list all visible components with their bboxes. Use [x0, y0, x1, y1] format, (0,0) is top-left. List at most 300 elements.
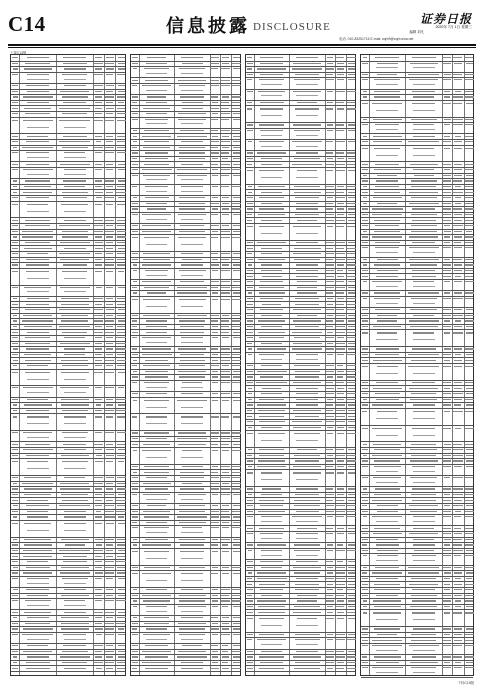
- cell-text: [454, 404, 461, 405]
- cell-text: [453, 494, 462, 495]
- cell-text: [233, 141, 239, 142]
- cell-text: [222, 96, 229, 97]
- cell-text: [295, 371, 320, 372]
- cell-text: [453, 411, 462, 412]
- cell-text: [212, 606, 218, 607]
- cell-text: [12, 231, 18, 232]
- cell-text: [375, 186, 399, 187]
- cell-text: [132, 169, 137, 170]
- cell-text: [178, 237, 206, 238]
- cell-text: [26, 304, 49, 305]
- cell-text: [106, 399, 113, 400]
- cell-text: [348, 270, 356, 271]
- cell-text: [327, 589, 333, 590]
- cell-text: [455, 428, 462, 429]
- cell-text: [117, 483, 124, 484]
- cell-text: [211, 85, 219, 86]
- cell-text: [258, 410, 286, 411]
- cell-text: [95, 248, 103, 249]
- cell-text: [411, 298, 437, 299]
- cell-text: [410, 164, 438, 165]
- cell-text: [144, 237, 169, 238]
- cell-text: [444, 320, 451, 321]
- cell-text: [12, 578, 19, 579]
- cell-text: [233, 119, 240, 120]
- cell-text: [296, 135, 317, 136]
- table-row: [11, 458, 125, 476]
- cell-text: [105, 264, 114, 265]
- cell-text: [363, 298, 368, 299]
- cell-text: [247, 500, 253, 501]
- cell-text: [248, 393, 253, 394]
- cell-text: [336, 578, 345, 579]
- cell-text: [95, 617, 103, 618]
- cell-text: [453, 393, 463, 394]
- cell-text: [408, 74, 439, 75]
- cell-text: [347, 248, 356, 249]
- cell-text: [64, 220, 86, 221]
- cell-text: [12, 561, 19, 562]
- cell-text: [376, 560, 398, 561]
- cell-text: [12, 372, 17, 373]
- cell-text: [363, 259, 368, 260]
- cell-text: [293, 63, 321, 64]
- cell-text: [443, 298, 452, 299]
- cell-text: [374, 96, 400, 97]
- cell-text: [222, 628, 230, 629]
- cell-text: [412, 428, 435, 429]
- cell-text: [26, 505, 49, 506]
- cell-text: [222, 400, 228, 401]
- cell-text: [337, 208, 344, 209]
- cell-text: [336, 141, 345, 142]
- cell-text: [221, 141, 230, 142]
- cell-text: [413, 560, 435, 561]
- cell-text: [117, 477, 126, 478]
- cell-text: [362, 460, 368, 461]
- cell-text: [118, 461, 124, 462]
- cell-text: [294, 248, 321, 249]
- cell-text: [376, 252, 398, 253]
- cell-text: [261, 479, 282, 480]
- cell-text: [25, 623, 49, 624]
- cell-text: [247, 421, 253, 422]
- cell-text: [64, 174, 86, 175]
- cell-text: [247, 472, 252, 473]
- cell-text: [296, 488, 318, 489]
- cell-text: [375, 309, 400, 310]
- cell-text: [95, 387, 103, 388]
- cell-text: [132, 623, 138, 624]
- cell-text: [362, 667, 368, 668]
- cell-text: [327, 427, 333, 428]
- cell-text: [12, 651, 18, 652]
- cell-text: [348, 192, 356, 193]
- cell-text: [443, 79, 451, 80]
- cell-text: [233, 292, 239, 293]
- cell-text: [221, 326, 229, 327]
- cell-text: [211, 214, 218, 215]
- cell-text: [465, 315, 474, 316]
- cell-text: [336, 253, 345, 254]
- cell-text: [374, 264, 400, 265]
- cell-text: [444, 388, 450, 389]
- cell-text: [466, 628, 473, 629]
- cell-text: [143, 600, 171, 601]
- cell-text: [259, 141, 285, 142]
- cell-text: [181, 580, 202, 581]
- cell-text: [221, 371, 230, 372]
- cell-text: [465, 270, 473, 271]
- cell-text: [27, 102, 49, 103]
- cell-text: [233, 645, 239, 646]
- cell-text: [144, 68, 170, 69]
- cell-text: [443, 247, 451, 248]
- table-row: [246, 615, 355, 633]
- cell-text: [259, 124, 285, 125]
- cell-text: [12, 461, 17, 462]
- cell-text: [247, 668, 253, 669]
- table-row: [361, 609, 473, 627]
- cell-text: [211, 96, 218, 97]
- cell-text: [106, 617, 113, 618]
- cell-text: [443, 555, 450, 556]
- cell-text: [63, 197, 87, 198]
- cell-text: [375, 354, 399, 355]
- cell-text: [221, 108, 229, 109]
- cell-text: [454, 164, 462, 165]
- cell-text: [180, 360, 205, 361]
- cell-text: [12, 113, 19, 114]
- cell-text: [326, 460, 333, 461]
- cell-text: [454, 270, 461, 271]
- cell-text: [326, 320, 333, 321]
- cell-text: [296, 399, 317, 400]
- cell-text: [117, 544, 125, 545]
- cell-text: [348, 472, 354, 473]
- cell-text: [247, 376, 253, 377]
- cell-text: [259, 449, 284, 450]
- cell-text: [348, 242, 355, 243]
- cell-text: [212, 197, 218, 198]
- cell-text: [362, 411, 367, 412]
- cell-text: [95, 253, 102, 254]
- cell-text: [261, 427, 283, 428]
- cell-text: [178, 651, 206, 652]
- cell-text: [179, 539, 205, 540]
- cell-text: [444, 236, 450, 237]
- cell-text: [142, 348, 170, 349]
- cell-text: [181, 342, 202, 343]
- cell-text: [411, 634, 436, 635]
- cell-text: [26, 348, 49, 349]
- cell-text: [362, 103, 368, 104]
- cell-text: [413, 339, 435, 340]
- cell-text: [117, 147, 125, 148]
- cell-text: [362, 236, 367, 237]
- cell-text: [61, 539, 89, 540]
- cell-text: [413, 169, 434, 170]
- cell-text: [455, 354, 462, 355]
- cell-text: [336, 304, 344, 305]
- cell-text: [453, 298, 463, 299]
- cell-text: [413, 96, 434, 97]
- cell-text: [248, 348, 253, 349]
- cell-text: [294, 186, 320, 187]
- cell-text: [64, 416, 86, 417]
- cell-text: [454, 169, 462, 170]
- cell-text: [13, 186, 17, 187]
- cell-text: [142, 281, 172, 282]
- cell-text: [222, 668, 229, 669]
- cell-text: [118, 197, 125, 198]
- cell-text: [247, 152, 253, 153]
- cell-text: [261, 315, 282, 316]
- cell-text: [444, 292, 450, 293]
- cell-text: [247, 108, 252, 109]
- cell-text: [296, 651, 318, 652]
- cell-text: [144, 141, 169, 142]
- cell-text: [454, 382, 462, 383]
- cell-text: [326, 270, 334, 271]
- cell-text: [132, 466, 137, 467]
- cell-text: [348, 595, 355, 596]
- cell-text: [60, 259, 89, 260]
- cell-text: [464, 96, 474, 97]
- cell-text: [132, 354, 138, 355]
- cell-text: [261, 625, 282, 626]
- cell-text: [117, 539, 124, 540]
- cell-text: [374, 466, 401, 467]
- cell-text: [24, 354, 50, 355]
- cell-text: [413, 303, 435, 304]
- cell-text: [296, 276, 319, 277]
- cell-text: [294, 500, 320, 501]
- cell-text: [247, 656, 253, 657]
- cell-text: [60, 572, 90, 573]
- cell-text: [297, 220, 317, 221]
- cell-text: [95, 68, 102, 69]
- cell-text: [27, 578, 49, 579]
- cell-text: [295, 74, 318, 75]
- cell-text: [211, 287, 218, 288]
- cell-text: [59, 326, 90, 327]
- cell-text: [260, 108, 283, 109]
- cell-text: [453, 57, 462, 58]
- cell-text: [326, 393, 334, 394]
- cell-text: [178, 444, 206, 445]
- cell-text: [443, 667, 451, 668]
- cell-text: [64, 248, 86, 249]
- cell-text: [347, 656, 355, 657]
- cell-text: [363, 567, 367, 568]
- cell-text: [326, 108, 333, 109]
- cell-text: [466, 63, 473, 64]
- cell-text: [62, 96, 88, 97]
- cell-text: [336, 170, 345, 171]
- cell-text: [106, 102, 113, 103]
- cell-text: [146, 628, 166, 629]
- cell-text: [337, 494, 344, 495]
- cell-text: [444, 539, 451, 540]
- cell-text: [27, 157, 49, 158]
- cell-text: [94, 231, 103, 232]
- cell-text: [293, 567, 320, 568]
- cell-text: [212, 259, 218, 260]
- cell-text: [12, 595, 17, 596]
- cell-text: [105, 612, 113, 613]
- cell-text: [372, 428, 402, 429]
- cell-text: [443, 382, 451, 383]
- cell-text: [106, 85, 114, 86]
- cell-text: [258, 259, 286, 260]
- cell-text: [211, 264, 219, 265]
- cell-text: [233, 573, 239, 574]
- cell-text: [454, 281, 462, 282]
- table-row: [131, 548, 240, 566]
- cell-text: [294, 455, 321, 456]
- cell-text: [146, 532, 167, 533]
- cell-text: [453, 455, 462, 456]
- cell-text: [179, 270, 206, 271]
- cell-text: [25, 600, 51, 601]
- cell-text: [465, 511, 474, 512]
- cell-text: [117, 304, 126, 305]
- cell-text: [377, 259, 398, 260]
- cell-text: [262, 304, 282, 305]
- cell-text: [117, 120, 126, 121]
- cell-text: [95, 180, 102, 181]
- table-row: [246, 167, 355, 185]
- cell-text: [297, 600, 317, 601]
- cell-text: [453, 544, 462, 545]
- cell-text: [117, 141, 125, 142]
- cell-text: [375, 567, 399, 568]
- cell-text: [146, 275, 167, 276]
- cell-text: [247, 63, 253, 64]
- cell-text: [13, 96, 18, 97]
- cell-text: [179, 522, 206, 523]
- cell-text: [336, 651, 344, 652]
- cell-text: [443, 208, 451, 209]
- cell-text: [326, 505, 334, 506]
- cell-text: [105, 410, 113, 411]
- cell-text: [24, 68, 52, 69]
- cell-text: [95, 164, 101, 165]
- cell-text: [294, 433, 321, 434]
- cell-text: [247, 226, 254, 227]
- cell-text: [260, 74, 284, 75]
- cell-text: [212, 539, 218, 540]
- table-column-block: [10, 54, 126, 676]
- cell-text: [410, 511, 436, 512]
- cell-text: [212, 466, 218, 467]
- cell-text: [12, 304, 17, 305]
- cell-text: [336, 343, 345, 344]
- cell-text: [133, 472, 137, 473]
- table-row: [246, 223, 355, 241]
- cell-text: [374, 494, 401, 495]
- cell-text: [132, 259, 138, 260]
- cell-text: [347, 102, 355, 103]
- cell-text: [211, 432, 219, 433]
- cell-text: [13, 410, 18, 411]
- editor-line: 编辑 刘凡: [409, 30, 424, 34]
- cell-text: [465, 428, 474, 429]
- cell-text: [296, 146, 317, 147]
- cell-text: [233, 551, 240, 552]
- cell-text: [258, 91, 285, 92]
- cell-text: [221, 253, 230, 254]
- cell-text: [444, 544, 450, 545]
- cell-text: [233, 371, 240, 372]
- cell-text: [12, 169, 18, 170]
- cell-text: [326, 68, 334, 69]
- cell-text: [117, 113, 126, 114]
- cell-text: [326, 466, 333, 467]
- cell-text: [64, 79, 86, 80]
- cell-text: [211, 544, 218, 545]
- cell-text: [26, 197, 49, 198]
- cell-text: [221, 175, 229, 176]
- cell-text: [465, 516, 475, 517]
- cell-text: [348, 315, 354, 316]
- cell-text: [106, 91, 114, 92]
- cell-text: [466, 231, 472, 232]
- cell-text: [61, 404, 89, 405]
- cell-text: [144, 382, 169, 383]
- cell-text: [409, 505, 438, 506]
- cell-text: [132, 164, 139, 165]
- cell-text: [443, 180, 450, 181]
- cell-text: [232, 450, 241, 451]
- cell-text: [13, 404, 18, 405]
- cell-text: [95, 337, 101, 338]
- cell-text: [60, 91, 89, 92]
- cell-text: [105, 634, 114, 635]
- cell-text: [13, 589, 18, 590]
- cell-text: [211, 130, 218, 131]
- cell-text: [132, 438, 138, 439]
- cell-text: [181, 662, 204, 663]
- cell-text: [12, 387, 19, 388]
- cell-text: [96, 404, 102, 405]
- cell-text: [95, 516, 102, 517]
- cell-text: [95, 102, 102, 103]
- cell-text: [146, 438, 168, 439]
- cell-text: [455, 186, 462, 187]
- cell-text: [182, 259, 202, 260]
- cell-text: [296, 533, 318, 534]
- cell-text: [13, 617, 18, 618]
- cell-text: [261, 233, 282, 234]
- cell-text: [411, 231, 437, 232]
- cell-text: [444, 242, 451, 243]
- cell-text: [455, 320, 462, 321]
- cell-text: [295, 662, 320, 663]
- cell-text: [326, 220, 334, 221]
- cell-text: [412, 242, 435, 243]
- cell-text: [363, 175, 368, 176]
- cell-text: [465, 281, 474, 282]
- cell-text: [337, 433, 344, 434]
- cell-text: [13, 365, 18, 366]
- cell-text: [232, 466, 241, 467]
- cell-text: [372, 516, 402, 517]
- cell-text: [362, 79, 368, 80]
- cell-text: [12, 354, 18, 355]
- cell-text: [327, 130, 333, 131]
